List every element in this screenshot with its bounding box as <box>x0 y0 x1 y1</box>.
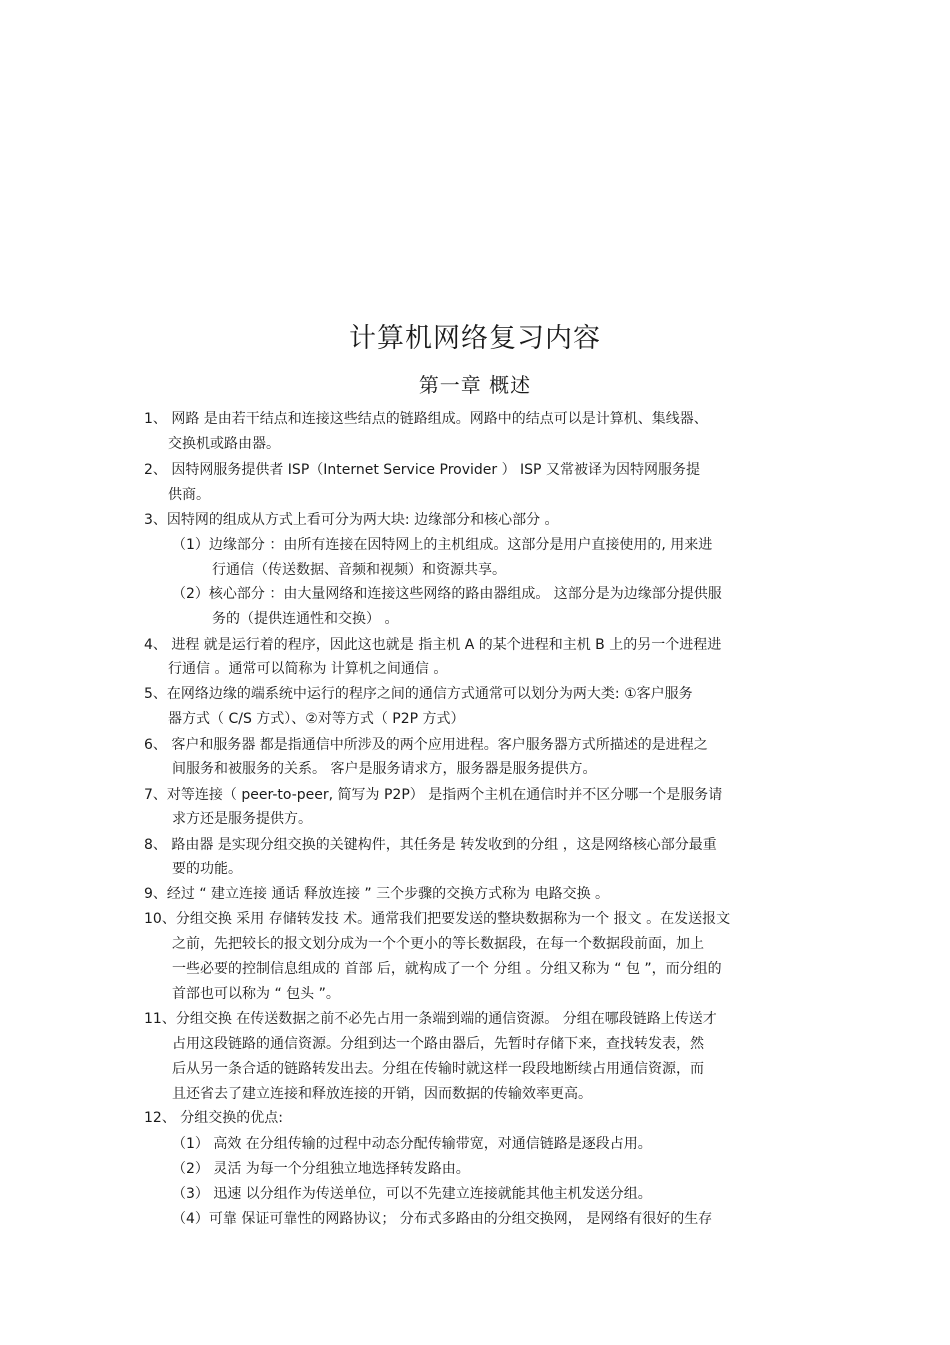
text-line: 后从另一条合适的链路转发出去。分组在传输时就这样一段段地断续占用通信资源，而 <box>172 1061 704 1077</box>
text-line: 11、分组交换 在传送数据之前不必先占用一条端到端的通信资源。 分组在哪段链路上传送才 <box>144 1011 717 1027</box>
text-line: 首部也可以称为 “ 包头 ”。 <box>172 986 340 1002</box>
text-line: 器方式（ C/S 方式）、②对等方式（ P2P 方式） <box>168 711 465 727</box>
document-title: 计算机网络复习内容 <box>349 323 601 354</box>
text-line: 5、在网络边缘的端系统中运行的程序之间的通信方式通常可以划分为两大类: ①客户服务 <box>144 686 693 702</box>
text-line: 9、经过 “ 建立连接 通话 释放连接 ” 三个步骤的交换方式称为 电路交换 。 <box>144 886 610 902</box>
text-line: 交换机或路由器。 <box>168 436 280 452</box>
text-line: 12、 分组交换的优点: <box>144 1110 283 1126</box>
text-line: 一些必要的控制信息组成的 首部 后，就构成了一个 分组 。分组又称为 “ 包 ”，而分组的 <box>172 961 722 977</box>
text-line: （4）可靠 保证可靠性的网路协议； 分布式多路由的分组交换网， 是网络有很好的生存 <box>172 1211 713 1227</box>
text-line: 4、 进程 就是运行着的程序，因此这也就是 指主机 A 的某个进程和主机 B 上的另一个进程进 <box>144 637 722 653</box>
text-line: 8、 路由器 是实现分组交换的关键构件，其任务是 转发收到的分组 ，这是网络核心部分最重 <box>144 837 717 853</box>
text-line: 行通信（传送数据、音频和视频）和资源共享。 <box>212 562 506 578</box>
text-line: 之前，先把较长的报文划分成为一个个更小的等长数据段，在每一个数据段前面，加上 <box>172 936 704 952</box>
text-line: 要的功能。 <box>172 861 242 877</box>
text-line: 10、分组交换 采用 存储转发技 术。通常我们把要发送的整块数据称为一个 报文 。在发送报文 <box>144 911 731 927</box>
text-line: （1） 高效 在分组传输的过程中动态分配传输带宽，对通信链路是逐段占用。 <box>172 1136 652 1152</box>
text-line: （2） 灵活 为每一个分组独立地选择转发路由。 <box>172 1161 470 1177</box>
text-line: 求方还是服务提供方。 <box>172 811 312 827</box>
text-line: 3、因特网的组成从方式上看可分为两大块: 边缘部分和核心部分 。 <box>144 512 559 528</box>
text-line: 1、 网路 是由若干结点和连接这些结点的链路组成。网路中的结点可以是计算机、集线器、 <box>144 411 708 427</box>
text-line: （1）边缘部分 ：由所有连接在因特网上的主机组成。这部分是用户直接使用的, 用来进 <box>172 537 713 553</box>
text-line: 2、 因特网服务提供者 ISP（Internet Service Provider ） ISP 又常被译为因特网服务提 <box>144 462 700 478</box>
text-line: 行通信 。通常可以简称为 计算机之间通信 。 <box>168 661 448 677</box>
text-line: 供商。 <box>168 487 210 503</box>
text-line: 占用这段链路的通信资源。分组到达一个路由器后，先暂时存储下来，查找转发表，然 <box>172 1036 704 1052</box>
text-line: 务的（提供连通性和交换） 。 <box>212 611 399 627</box>
text-line: 7、对等连接（ peer-to-peer, 简写为 P2P） 是指两个主机在通信时并不区分哪一个是服务请 <box>144 787 723 803</box>
text-line: 6、 客户和服务器 都是指通信中所涉及的两个应用进程。客户服务器方式所描述的是进程之 <box>144 737 708 753</box>
text-line: （2）核心部分 ：由大量网络和连接这些网络的路由器组成。 这部分是为边缘部分提供服 <box>172 586 722 602</box>
text-line: 且还省去了建立连接和释放连接的开销，因而数据的传输效率更高。 <box>172 1086 592 1102</box>
text-line: （3） 迅速 以分组作为传送单位，可以不先建立连接就能其他主机发送分组。 <box>172 1186 652 1202</box>
chapter-heading: 第一章 概述 <box>418 373 532 397</box>
text-line: 间服务和被服务的关系。 客户是服务请求方，服务器是服务提供方。 <box>172 761 597 777</box>
